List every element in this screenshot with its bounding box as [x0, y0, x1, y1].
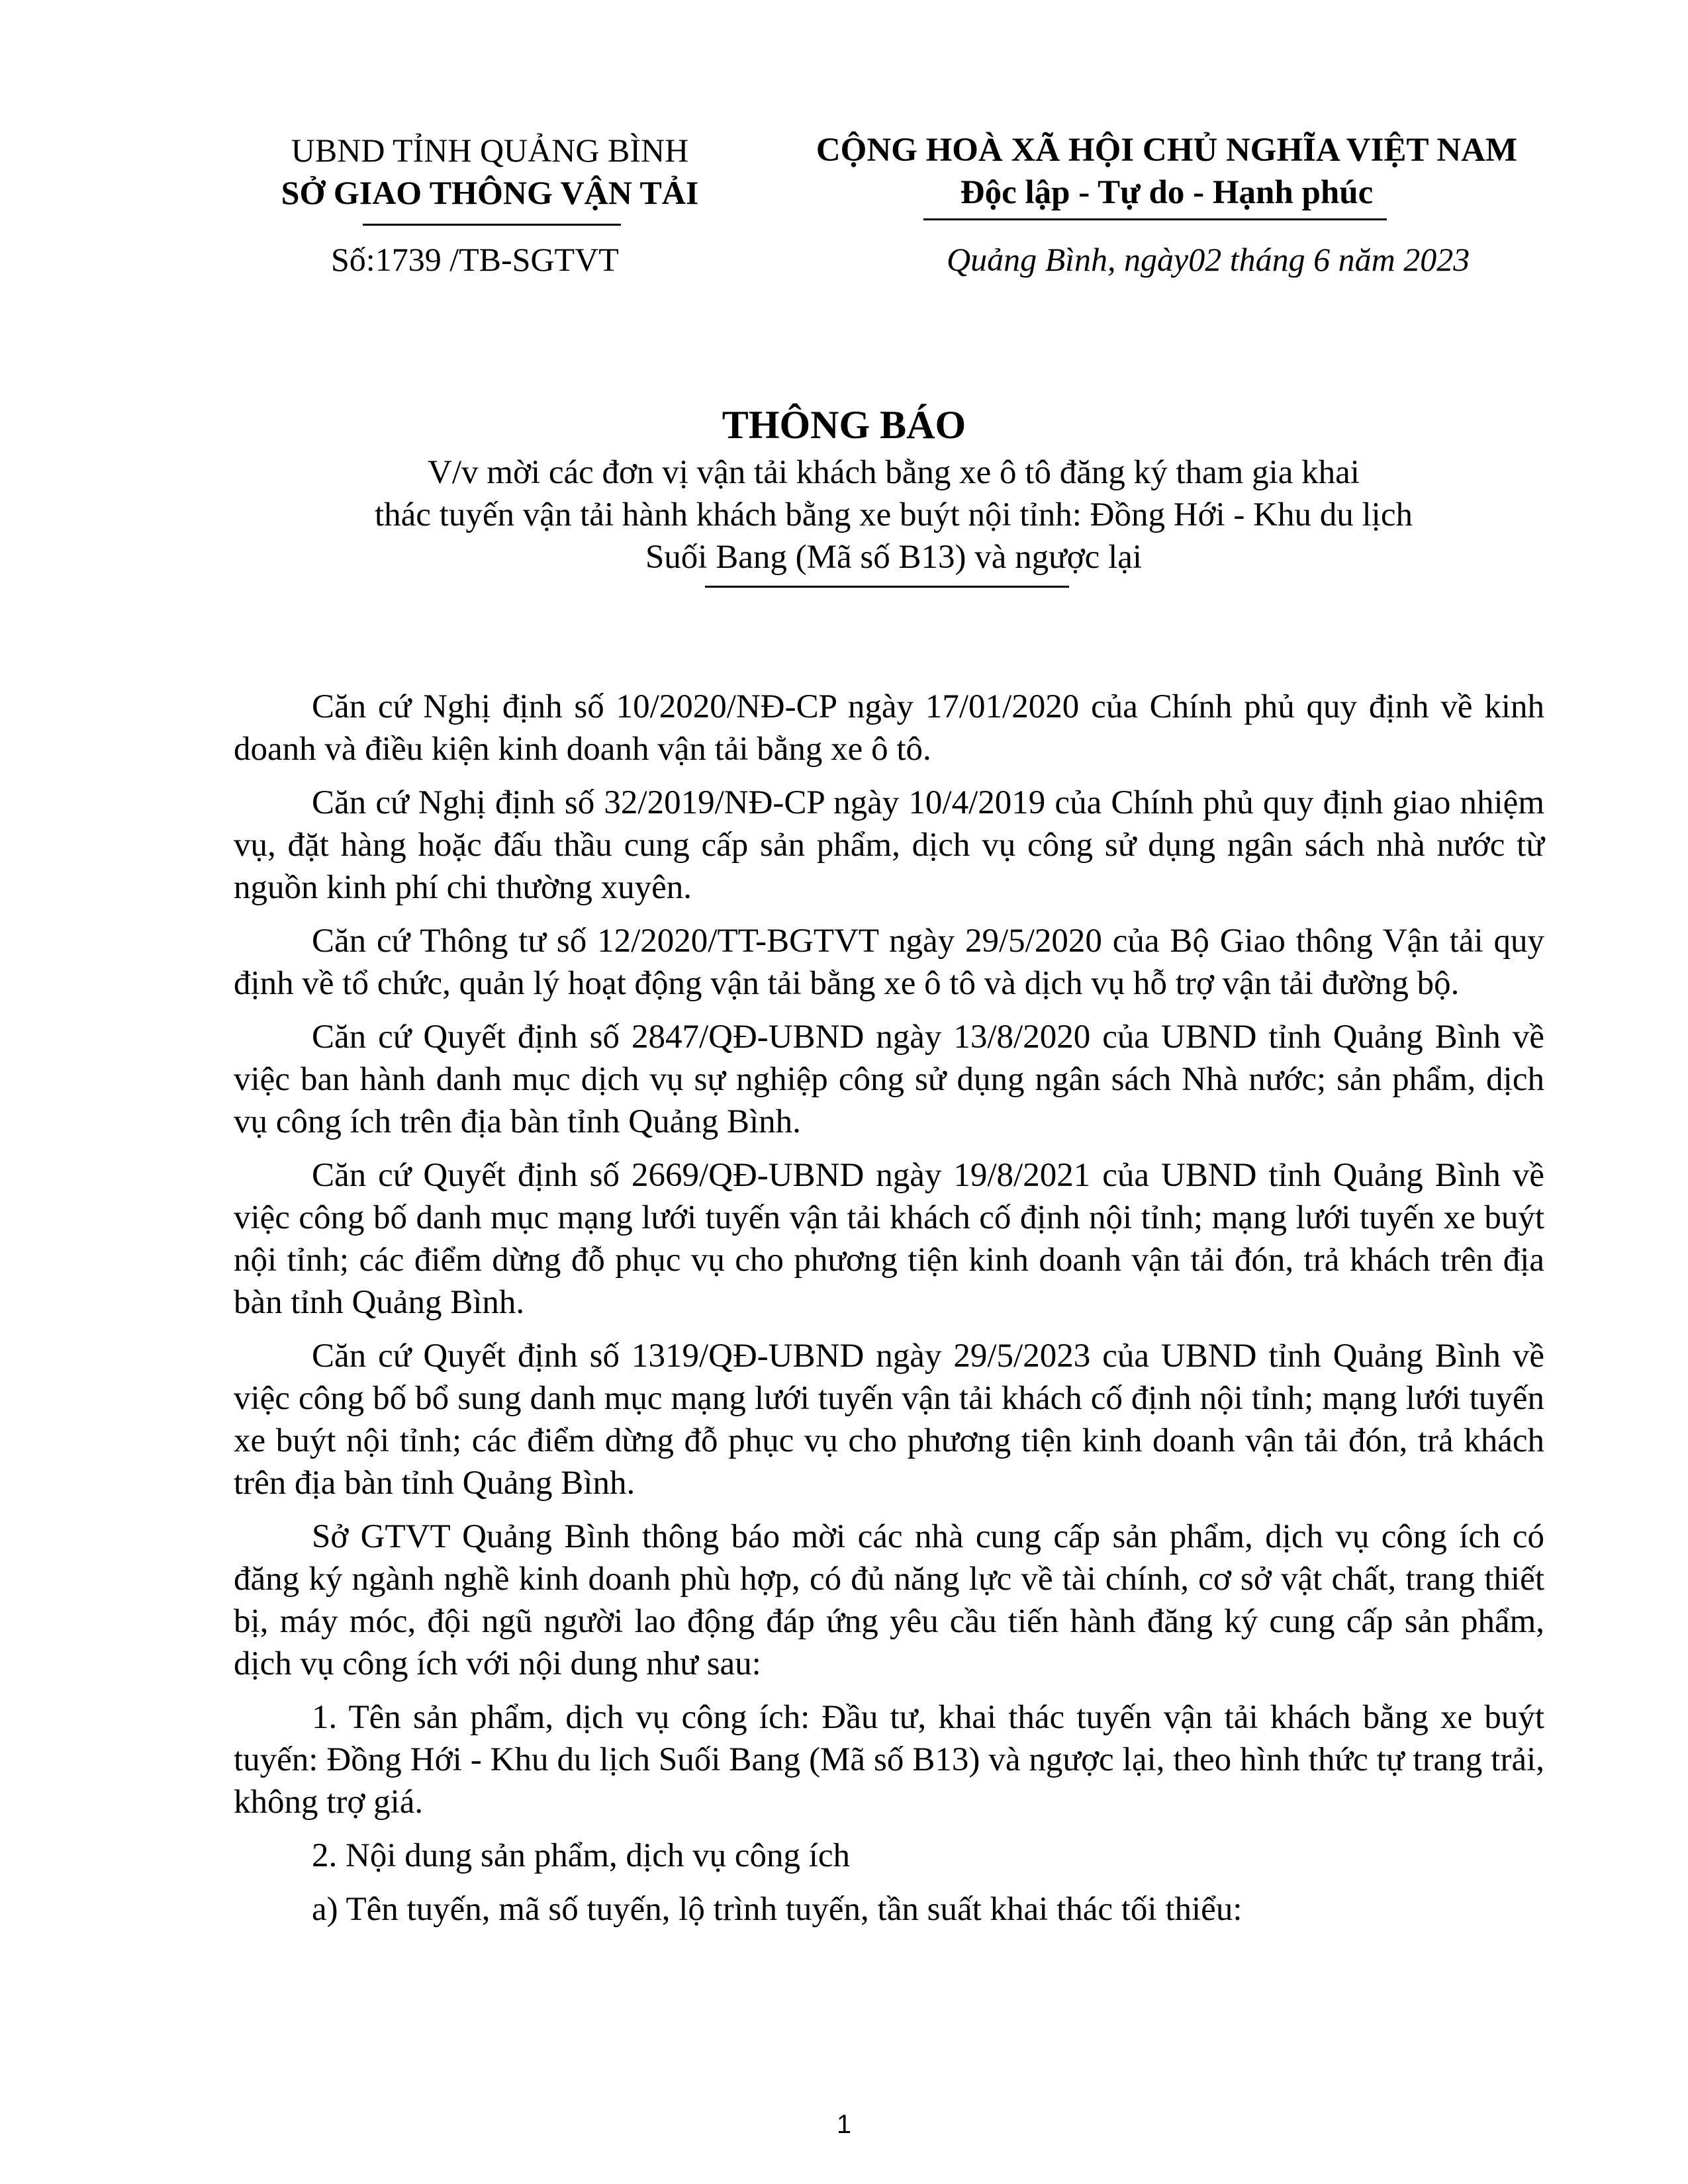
- subject-line: thác tuyến vận tải hành khách bằng xe buýt nội tỉnh: Đồng Hới - Khu du lịch: [375, 496, 1413, 533]
- motto-underline: [923, 218, 1387, 220]
- national-header-block: [771, 129, 1562, 214]
- place-and-date: Quảng Bình, ngày02 tháng 6 năm 2023: [947, 241, 1470, 278]
- national-title: CỘNG HOÀ XÃ HỘI CHỦ NGHĨA VIỆT NAM: [816, 132, 1518, 169]
- body-paragraph: Căn cứ Quyết định số 2847/QĐ-UBND ngày 13/8/2020 của UBND tỉnh Quảng Bình về việc ban hành danh mục dịch vụ sự nghiệp công sử dụng ngân sách Nhà nước; sản phẩm, dịch vụ công ích trên địa bàn tỉnh Quảng Bình.: [234, 1019, 1544, 1140]
- body-paragraph: Căn cứ Nghị định số 32/2019/NĐ-CP ngày 10/4/2019 của Chính phủ quy định giao nhiệm vụ, đặt hàng hoặc đấu thầu cung cấp sản phẩm, dịch vụ công sử dụng ngân sách nhà nước từ nguồn kinh phí chi thường xuyên.: [234, 784, 1544, 906]
- subject-line: Suối Bang (Mã số B13) và ngược lại: [645, 539, 1143, 576]
- page-number: 1: [836, 2110, 852, 2139]
- agency-underline: [363, 224, 621, 226]
- parent-organization: UBND TỈNH QUẢNG BÌNH: [291, 132, 689, 169]
- document-title: THÔNG BÁO: [722, 403, 966, 447]
- document-body: [234, 686, 1544, 1942]
- document-number: Số:1739 /TB-SGTVT: [331, 241, 619, 278]
- subject-line: V/v mời các đơn vị vận tải khách bằng xe ô tô đăng ký tham gia khai: [428, 454, 1360, 491]
- issuing-agency-block: [238, 129, 741, 214]
- body-paragraph: Căn cứ Quyết định số 1319/QĐ-UBND ngày 29/5/2023 của UBND tỉnh Quảng Bình về việc công bố bổ sung danh mục mạng lưới tuyến vận tải khách cố định nội tỉnh; mạng lưới tuyến xe buýt nội tỉnh; các điểm dừng đỗ phục vụ cho phương tiện kinh doanh vận tải đón, trả khách trên địa bàn tỉnh Quảng Bình.: [234, 1338, 1544, 1502]
- issuing-organization: SỞ GIAO THÔNG VẬN TẢI: [281, 174, 699, 211]
- body-paragraph: Căn cứ Quyết định số 2669/QĐ-UBND ngày 19/8/2021 của UBND tỉnh Quảng Bình về việc công bố danh mục mạng lưới tuyến vận tải khách cố định nội tỉnh; mạng lưới tuyến xe buýt nội tỉnh; các điểm dừng đỗ phục vụ cho phương tiện kinh doanh vận tải đón, trả khách trên địa bàn tỉnh Quảng Bình.: [234, 1157, 1544, 1321]
- body-paragraph: a) Tên tuyến, mã số tuyến, lộ trình tuyến, tần suất khai thác tối thiểu:: [312, 1891, 1243, 1928]
- national-motto: Độc lập - Tự do - Hạnh phúc: [960, 174, 1374, 211]
- body-paragraph: Căn cứ Thông tư số 12/2020/TT-BGTVT ngày 29/5/2020 của Bộ Giao thông Vận tải quy định về tổ chức, quản lý hoạt động vận tải bằng xe ô tô và dịch vụ hỗ trợ vận tải đường bộ.: [234, 923, 1544, 1002]
- body-paragraph: 1. Tên sản phẩm, dịch vụ công ích: Đầu tư, khai thác tuyến vận tải khách bằng xe buýt tuyến: Đồng Hới - Khu du lịch Suối Bang (Mã số B13) và ngược lại, theo hình thức tự trang trải, không trợ giá.: [234, 1699, 1544, 1821]
- document-subject: [291, 451, 1496, 578]
- body-paragraph: 2. Nội dung sản phẩm, dịch vụ công ích: [312, 1837, 851, 1874]
- body-paragraph: Sở GTVT Quảng Bình thông báo mời các nhà cung cấp sản phẩm, dịch vụ công ích có đăng ký ngành nghề kinh doanh phù hợp, có đủ năng lực về tài chính, cơ sở vật chất, trang thiết bị, máy móc, đội ngũ người lao động đáp ứng yêu cầu tiến hành đăng ký cung cấp sản phẩm, dịch vụ công ích với nội dung như sau:: [234, 1518, 1544, 1682]
- body-paragraph: Căn cứ Nghị định số 10/2020/NĐ-CP ngày 17/01/2020 của Chính phủ quy định về kinh doanh và điều kiện kinh doanh vận tải bằng xe ô tô.: [234, 688, 1544, 768]
- subject-underline: [705, 586, 1069, 588]
